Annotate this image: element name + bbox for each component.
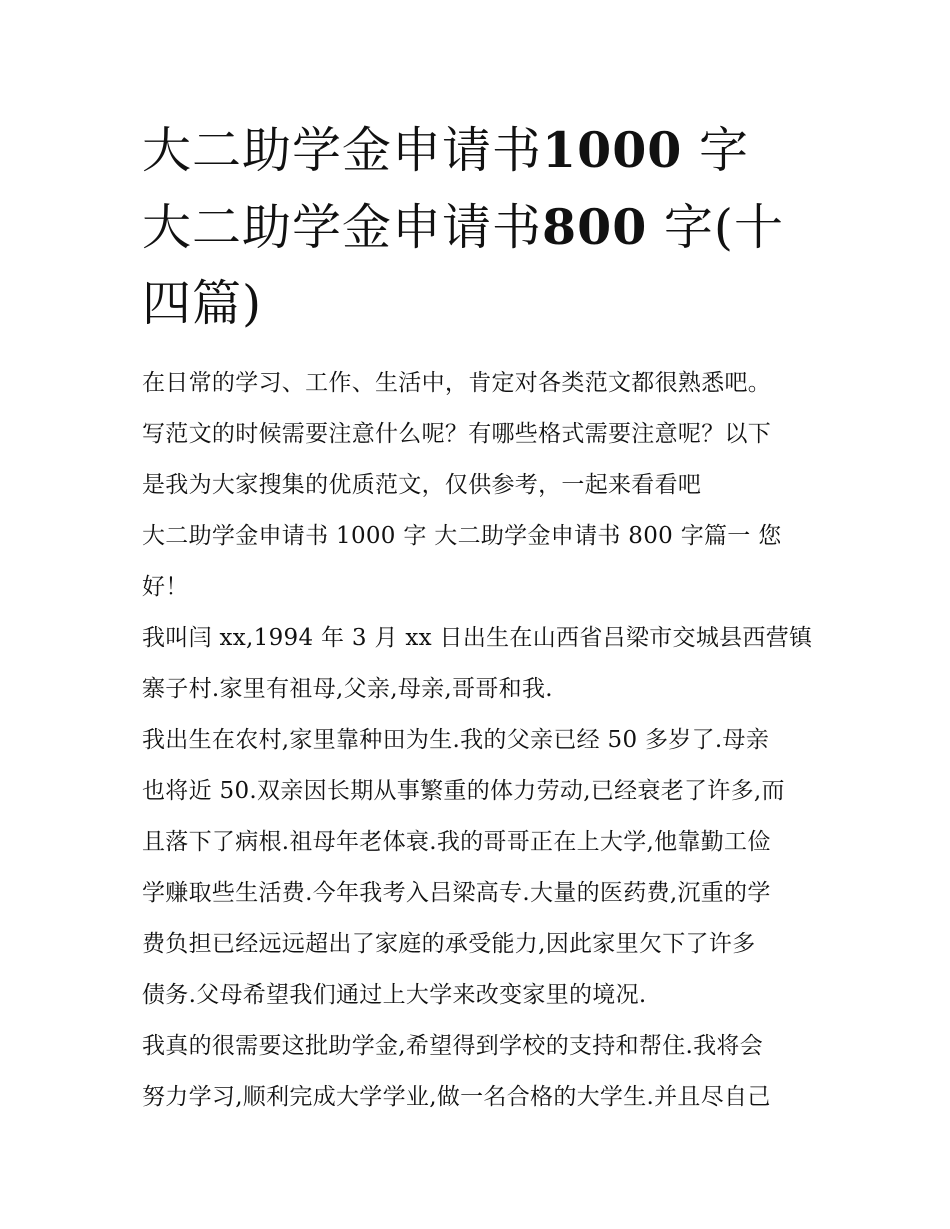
body-line: 写范文的时候需要注意什么呢？有哪些格式需要注意呢？以下 <box>142 421 772 447</box>
body-line: 我出生在农村,家里靠种田为生.我的父亲已经 50 多岁了.母亲 <box>142 727 770 753</box>
document-title <box>142 112 814 342</box>
body-line: 在日常的学习、工作、生活中，肯定对各类范文都很熟悉吧。 <box>142 370 772 396</box>
body-line: 也将近 50.双亲因长期从事繁重的体力劳动,已经衰老了许多,而 <box>142 778 785 804</box>
document-body <box>142 358 814 1123</box>
body-line: 好！ <box>142 574 189 600</box>
title-part: 字(十四篇) <box>142 199 785 332</box>
body-line: 是我为大家搜集的优质范文，仅供参考，一起来看看吧 <box>142 472 702 498</box>
body-line: 大二助学金申请书 1000 字 大二助学金申请书 800 字篇一 您 <box>142 523 782 549</box>
body-line: 我真的很需要这批助学金,希望得到学校的支持和帮住.我将会 <box>142 1033 764 1059</box>
body-line: 债务.父母希望我们通过上大学来改变家里的境况. <box>142 982 647 1008</box>
title-number: 800 <box>542 198 648 256</box>
body-line: 寨子村.家里有祖母,父亲,母亲,哥哥和我. <box>142 676 553 702</box>
body-line: 费负担已经远远超出了家庭的承受能力,因此家里欠下了许多 <box>142 931 756 957</box>
title-part: 大二助学金申请书 <box>142 122 543 179</box>
body-line: 努力学习,顺利完成大学学业,做一名合格的大学生.并且尽自己 <box>142 1084 771 1110</box>
title-part: 字 大二助学金申请书 <box>142 122 749 256</box>
body-line: 我叫闫 xx,1994 年 3 月 xx 日出生在山西省吕梁市交城县西营镇 <box>142 625 813 651</box>
title-number: 1000 <box>542 121 683 179</box>
document-page <box>142 112 814 1123</box>
body-line: 学赚取些生活费.今年我考入吕梁高专.大量的医药费,沉重的学 <box>142 880 771 906</box>
body-line: 且落下了病根.祖母年老体衰.我的哥哥正在上大学,他靠勤工俭 <box>142 829 771 855</box>
